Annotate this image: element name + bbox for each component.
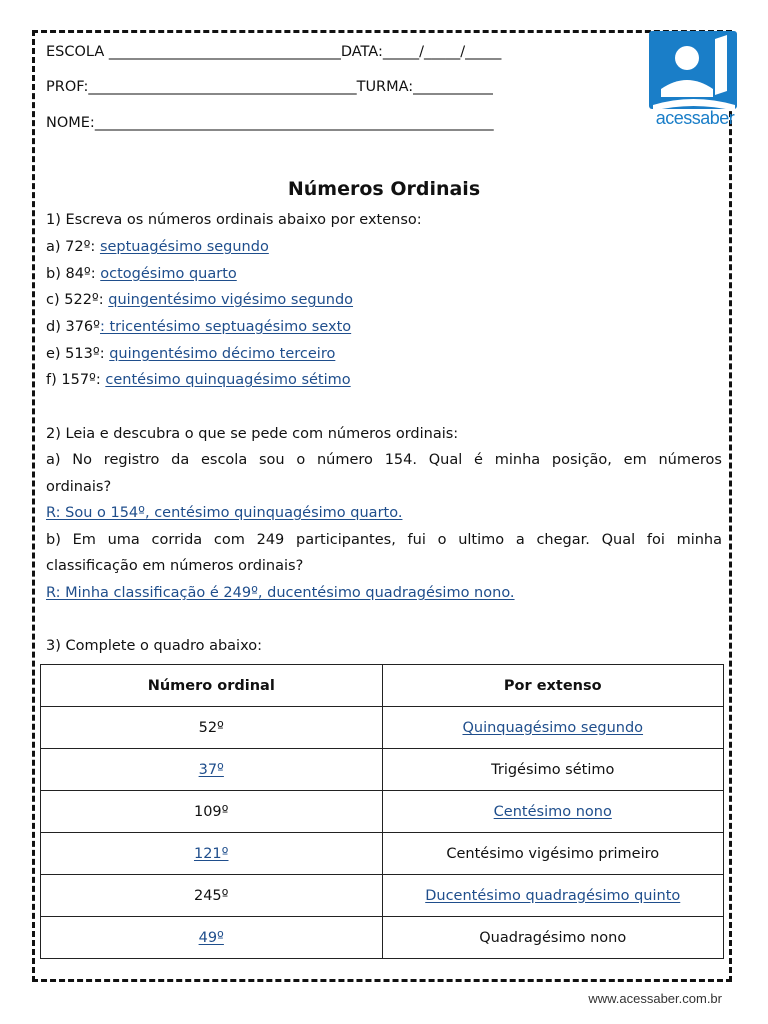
ordinal-table: [40, 664, 724, 959]
q2-a-text-cont: ordinais?: [46, 479, 112, 495]
q1-item-label: e) 513º:: [46, 346, 105, 362]
table-row: [41, 749, 724, 791]
q1-item-label: a) 72º:: [46, 239, 96, 255]
header-nome: NOME:_______________________________________________________: [46, 115, 494, 131]
q2-prompt: 2) Leia e descubra o que se pede com números ordinais:: [46, 426, 459, 442]
cell-ordinal: [41, 749, 383, 791]
q1-item-answer: septuagésimo segundo: [99, 239, 269, 255]
column-header-ordinal: Número ordinal: [41, 665, 383, 707]
cell-extenso: [382, 707, 724, 749]
cell-extenso: Trigésimo sétimo: [382, 749, 724, 791]
table-row: [41, 707, 724, 749]
cell-ordinal: [41, 917, 383, 959]
q1-item-label: b) 84º:: [46, 266, 96, 282]
q1-item-f: [46, 372, 351, 388]
cell-extenso: Quadragésimo nono: [382, 917, 724, 959]
header-escola: ESCOLA ________________________________DATA:_____/_____/_____: [46, 44, 502, 60]
q1-item-answer: quingentésimo décimo terceiro: [109, 346, 336, 362]
cell-extenso: [382, 791, 724, 833]
cell-answer: 37º: [198, 761, 224, 778]
table-row: [41, 791, 724, 833]
q1-item-d: [46, 319, 351, 335]
logo-text: acessaber: [655, 108, 735, 128]
table-header-row: [41, 665, 724, 707]
q1-item-b: [46, 266, 237, 282]
cell-answer: Ducentésimo quadragésimo quinto: [425, 887, 681, 904]
cell-answer: 49º: [198, 929, 224, 946]
q2-b-answer: R: Minha classificação é 249º, ducentésimo quadragésimo nono.: [46, 585, 515, 601]
cell-ordinal: 245º: [41, 875, 383, 917]
q1-item-c: [46, 292, 353, 308]
cell-answer: Quinquagésimo segundo: [462, 719, 644, 736]
cell-extenso: Centésimo vigésimo primeiro: [382, 833, 724, 875]
q1-item-answer: centésimo quinquagésimo sétimo: [105, 372, 351, 388]
column-header-extenso: Por extenso: [382, 665, 724, 707]
cell-ordinal: [41, 833, 383, 875]
q1-item-answer: : tricentésimo septuagésimo sexto: [99, 319, 352, 335]
q1-item-a: [46, 239, 269, 255]
q1-item-answer: quingentésimo vigésimo segundo: [108, 292, 354, 308]
header-prof: PROF:_____________________________________TURMA:___________: [46, 79, 493, 95]
q3-prompt: 3) Complete o quadro abaixo:: [46, 638, 262, 654]
page-title: Números Ordinais: [287, 178, 481, 200]
table-row: [41, 917, 724, 959]
table-row: [41, 833, 724, 875]
cell-answer: 121º: [193, 845, 229, 862]
q2-a-text: a) No registro da escola sou o número 154. Qual é minha posição, em números: [46, 452, 722, 468]
q1-prompt: 1) Escreva os números ordinais abaixo por extenso:: [46, 212, 422, 228]
q1-item-label: c) 522º:: [46, 292, 104, 308]
footer-url: www.acessaber.com.br: [588, 991, 722, 1006]
q2-a-answer: R: Sou o 154º, centésimo quinquagésimo quarto.: [46, 505, 403, 521]
cell-answer: Centésimo nono: [493, 803, 612, 820]
q1-item-label: f) 157º:: [46, 372, 101, 388]
table-row: [41, 875, 724, 917]
cell-ordinal: 109º: [41, 791, 383, 833]
q1-item-e: [46, 346, 335, 362]
cell-ordinal: 52º: [41, 707, 383, 749]
q1-item-label: d) 376º: [46, 319, 100, 335]
q1-item-answer: octogésimo quarto: [100, 266, 237, 282]
cell-extenso: [382, 875, 724, 917]
q2-b-text-cont: classificação em números ordinais?: [46, 558, 304, 574]
q2-b-text: b) Em uma corrida com 249 participantes, fui o ultimo a chegar. Qual foi minha: [46, 532, 722, 548]
